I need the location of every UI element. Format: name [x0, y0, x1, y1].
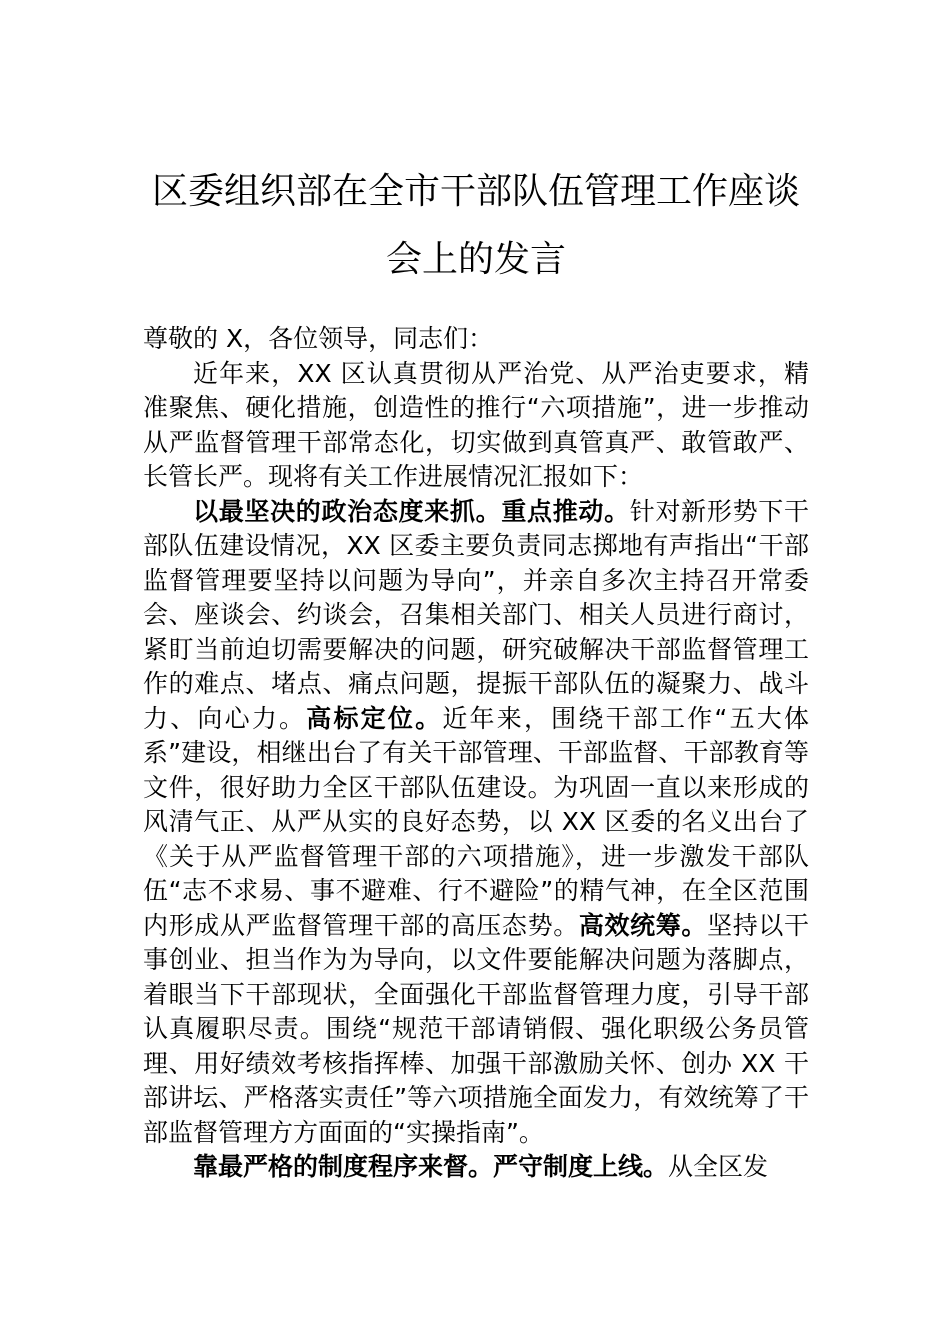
paragraph-intro [143, 357, 809, 495]
section-heading: 靠最严格的制度程序来督。 [193, 1152, 494, 1181]
paragraph-text: 近年来，围绕干部工作“五大体系”建设，相继出台了有关干部管理、干部监督、干部教育等文件，很好助力全区干部队伍建设。为巩固一直以来形成的风清气正、从严从实的良好态势，以 XX 区委的名义出台了《关于从严监督管理干部的六项措施》，进一步激发干部队伍“志不求易、事不避难、行不避险”的精气神，在全区范围内形成从严监督管理干部的高压态势。 [143, 703, 809, 940]
subsection-heading: 高标定位。 [306, 703, 443, 733]
title-line-1: 区委组织部在全市干部队伍管理工作座谈 [151, 171, 800, 212]
document-page [143, 158, 809, 1185]
document-body [143, 322, 809, 1185]
paragraph-section-1 [143, 495, 809, 1151]
salutation: 尊敬的 X，各位领导，同志们： [143, 324, 494, 353]
title-line-2: 会上的发言 [385, 239, 566, 280]
paragraph-text: 近年来，XX 区认真贯彻从严治党、从严治吏要求，精准聚焦、硬化措施，创造性的推行“六项措施”，进一步推动从严监督管理干部常态化，切实做到真管真严、敢管敢严、长管长严。现将有关工作进展情况汇报如下： [143, 358, 809, 491]
paragraph-section-2 [143, 1150, 809, 1185]
document-title [143, 158, 809, 294]
paragraph-text: 从全区发 [668, 1152, 769, 1181]
section-heading: 以最坚决的政治态度来抓。 [193, 496, 502, 526]
paragraph-text: 坚持以干事创业、担当作为为导向，以文件要能解决问题为落脚点，着眼当下干部现状，全面强化干部监督管理力度，引导干部认真履职尽责。围绕“规范干部请销假、强化职级公务员管理、用好绩效考核指挥棒、加强干部激励关怀、创办 XX 干部讲坛、严格落实责任”等六项措施全面发力，有效统筹了干部监督管理方方面面的“实操指南”。 [143, 910, 809, 1147]
subsection-heading: 重点推动。 [501, 496, 630, 526]
paragraph-text: 针对新形势下干部队伍建设情况，XX 区委主要负责同志掷地有声指出“干部监督管理要坚持以问题为导向”，并亲自多次主持召开常委会、座谈会、约谈会，召集相关部门、相关人员进行商讨，紧盯当前迫切需要解决的问题，研究破解决干部监督管理工作的难点、堵点、痛点问题，提振干部队伍的凝聚力、战斗力、向心力。 [143, 496, 809, 733]
subsection-heading: 高效统筹。 [578, 910, 708, 940]
subsection-heading: 严守制度上线。 [493, 1152, 669, 1181]
